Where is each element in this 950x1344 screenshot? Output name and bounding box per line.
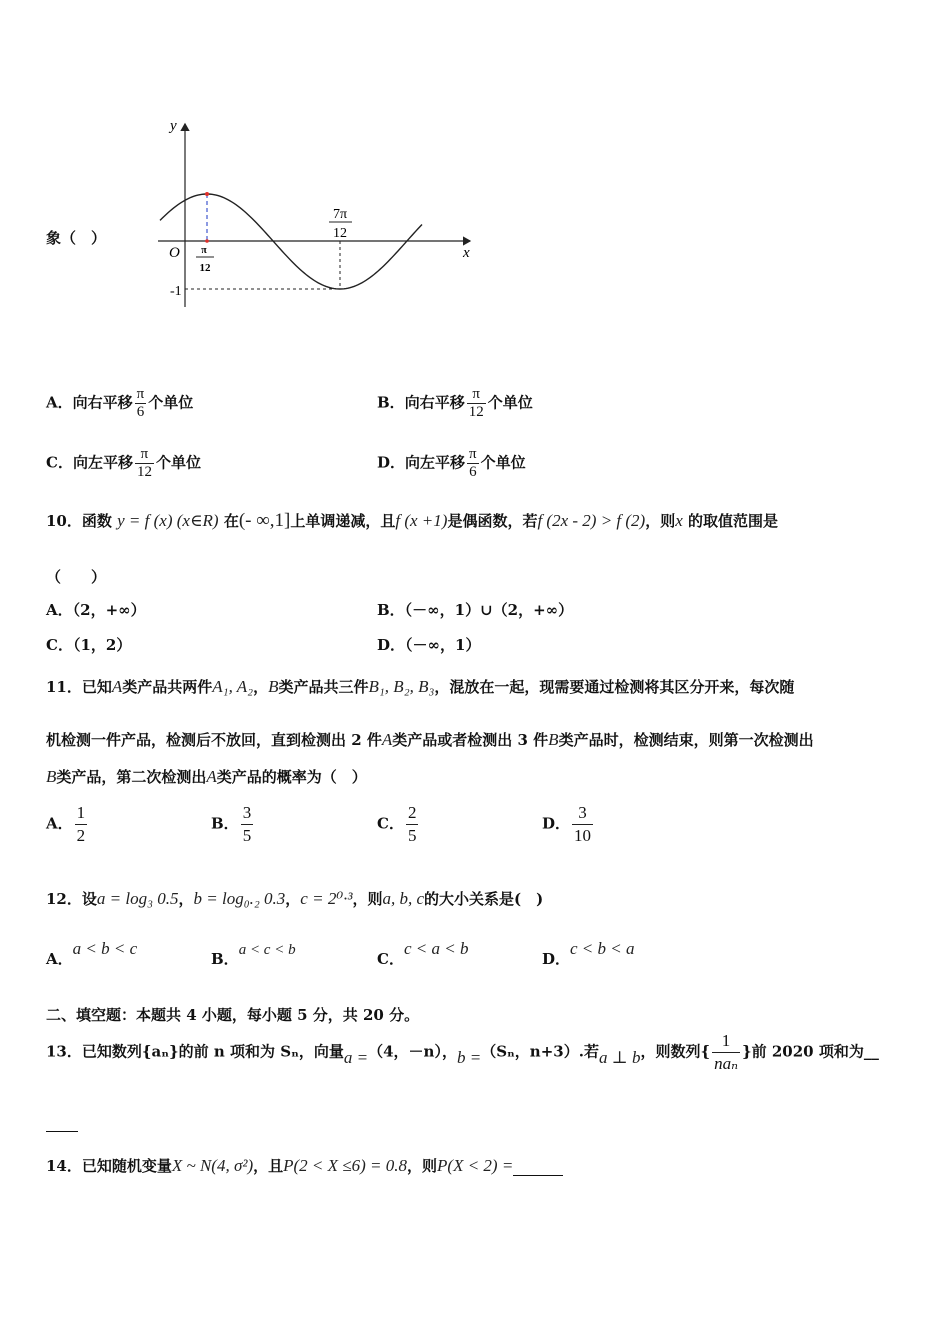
q11-l2-text-a: 机检测一件产品，检测后不放回，直到检测出 2 件 bbox=[46, 731, 382, 749]
q9-b-post: 个单位 bbox=[487, 393, 533, 412]
q12-b-value: a < c < b bbox=[238, 942, 296, 958]
q12-math-c: c = 2⁰·³ bbox=[300, 889, 353, 908]
q9-d-pre: 向左平移 bbox=[405, 453, 466, 472]
q11-number: 11． bbox=[46, 678, 82, 696]
q10-option-b[interactable]: B．（－∞，1）∪（2，+∞） bbox=[377, 601, 574, 619]
q10-option-d[interactable]: D．（－∞，1） bbox=[377, 636, 481, 654]
q13-frac-den: naₙ bbox=[714, 1054, 738, 1073]
q9-c-post: 个单位 bbox=[155, 453, 201, 472]
q10-option-c[interactable]: C．（1，2） bbox=[46, 636, 132, 654]
q9-a-label: A． bbox=[46, 393, 73, 412]
q11-d-den: 10 bbox=[574, 826, 592, 845]
q9-a-den: 6 bbox=[135, 403, 147, 421]
q13-text-5: }前 2020 项和为 bbox=[742, 1042, 864, 1061]
q9-c-num: π bbox=[140, 446, 149, 462]
q11-text-3: ， bbox=[253, 678, 269, 696]
sine-graph bbox=[150, 112, 490, 317]
q9-c-pre: 向左平移 bbox=[72, 453, 133, 472]
q11-option-d[interactable] bbox=[542, 802, 595, 847]
tick-pi-12-num: π bbox=[201, 245, 207, 256]
q12-a-value: a < b < c bbox=[72, 939, 138, 958]
q12-a-label: A． bbox=[46, 950, 73, 968]
q9-a-fraction bbox=[135, 386, 147, 421]
section-2-heading: 二、填空题：本题共 4 小题，每小题 5 分，共 20 分。 bbox=[46, 1006, 420, 1024]
q14-math-prob: P(2 < X ≤6) = 0.8 bbox=[283, 1156, 408, 1175]
q9-c-den: 12 bbox=[136, 464, 152, 480]
q13-stem bbox=[46, 1030, 879, 1075]
q10-math-interval: (- ∞,1] bbox=[238, 510, 291, 531]
q11-l2-math-A: A bbox=[381, 730, 393, 749]
q14-answer-blank[interactable] bbox=[513, 1159, 563, 1176]
q11-option-b[interactable] bbox=[211, 802, 255, 847]
q10-text-3: 上单调递减，且 bbox=[290, 512, 396, 530]
q12-text-3: ， bbox=[285, 890, 301, 908]
q9-b-fraction bbox=[467, 386, 486, 421]
q11-d-label: D． bbox=[542, 814, 571, 833]
q9-b-label: B． bbox=[377, 393, 405, 412]
q13-math-perp: a ⊥ b bbox=[598, 1047, 641, 1067]
tick-pi-12-den: 12 bbox=[199, 262, 211, 274]
q11-l3-math-B: B bbox=[46, 767, 57, 786]
q12-d-label: D． bbox=[542, 950, 571, 968]
peak-foot-point bbox=[205, 239, 209, 243]
q14-math-query: P(X < 2) = bbox=[437, 1156, 514, 1175]
peak-point bbox=[205, 192, 209, 196]
q11-d-fraction bbox=[572, 802, 593, 847]
q9-option-d[interactable] bbox=[377, 446, 526, 481]
q11-a-fraction bbox=[75, 802, 88, 847]
q9-d-num: π bbox=[469, 446, 477, 462]
q13-math-a: a = bbox=[343, 1047, 369, 1067]
q12-text-4: ，则 bbox=[352, 890, 383, 908]
q13-answer-blank[interactable] bbox=[46, 1131, 78, 1132]
q11-b-label: B． bbox=[211, 814, 239, 833]
q12-option-c[interactable] bbox=[377, 939, 469, 969]
q13-text-4: ，则数列{ bbox=[640, 1042, 711, 1061]
q13-text-3: （Sₙ，n+3）.若 bbox=[481, 1042, 599, 1061]
q10-math-inequality: f (2x - 2) > f (2) bbox=[537, 511, 646, 530]
q13-tail: __ bbox=[863, 1042, 879, 1061]
q14-text-1: 已知随机变量 bbox=[81, 1157, 172, 1175]
q9-option-a[interactable] bbox=[46, 386, 193, 421]
q11-b-num: 3 bbox=[242, 803, 252, 822]
q13-fraction bbox=[712, 1030, 740, 1075]
q12-option-a[interactable] bbox=[46, 939, 138, 969]
q10-text-5: ，则 bbox=[645, 512, 676, 530]
q11-math-A: A bbox=[111, 677, 123, 696]
q10-text-2: 在 bbox=[223, 512, 239, 530]
q14-stem bbox=[46, 1155, 563, 1176]
q12-math-b: b = log₀.₂ 0.3 bbox=[193, 889, 286, 908]
q9-c-fraction bbox=[135, 446, 154, 481]
tick-7pi-12-den: 12 bbox=[333, 226, 347, 241]
q11-c-fraction bbox=[406, 802, 419, 847]
q9-d-fraction bbox=[467, 446, 479, 481]
q10-math-x: x bbox=[675, 511, 683, 530]
q11-l3-text-a: 类产品，第二次检测出 bbox=[56, 768, 207, 786]
q10-math-shift: f (x +1) bbox=[395, 511, 448, 530]
origin-label: O bbox=[169, 245, 180, 261]
y-axis-label: y bbox=[170, 118, 177, 134]
q11-math-B: B bbox=[268, 677, 279, 696]
q10-text-1: 函数 bbox=[81, 512, 112, 530]
q11-math-A12: A₁, A₂ bbox=[212, 677, 254, 696]
q11-line-3 bbox=[46, 766, 367, 787]
q12-option-d[interactable] bbox=[542, 939, 635, 969]
q11-c-den: 5 bbox=[407, 826, 417, 845]
q13-text-2: （4，－n）， bbox=[368, 1042, 457, 1061]
tick-7pi-12-num: 7π bbox=[332, 207, 348, 222]
q10-text-6: 的取值范围是 bbox=[688, 512, 779, 530]
q11-option-a[interactable] bbox=[46, 802, 89, 847]
q14-text-3: ，则 bbox=[407, 1157, 438, 1175]
q11-a-label: A． bbox=[46, 814, 73, 833]
q9-a-post: 个单位 bbox=[148, 393, 194, 412]
q12-c-label: C． bbox=[377, 950, 404, 968]
q11-math-B123: B₁, B₂, B₃ bbox=[368, 677, 435, 696]
q14-text-2: ，且 bbox=[253, 1157, 284, 1175]
q12-c-value: c < a < b bbox=[403, 939, 469, 958]
q9-option-b[interactable] bbox=[377, 386, 533, 421]
q12-math-abc: a, b, c bbox=[382, 889, 425, 908]
q13-frac-num: 1 bbox=[721, 1031, 731, 1050]
q11-l3-math-A: A bbox=[206, 767, 217, 786]
q12-text-2: ， bbox=[178, 890, 194, 908]
q9-d-den: 6 bbox=[467, 463, 479, 481]
q11-l3-text-b: 类产品的概率为（ ） bbox=[216, 768, 367, 786]
q11-option-c[interactable] bbox=[377, 802, 420, 847]
q11-a-num: 1 bbox=[76, 803, 86, 822]
minus-one-label: -1 bbox=[170, 284, 182, 299]
q10-option-a[interactable]: A．（2，+∞） bbox=[46, 601, 146, 619]
q11-line-2 bbox=[46, 729, 814, 750]
q11-text-2: 类产品共两件 bbox=[122, 678, 213, 696]
q9-b-num: π bbox=[472, 386, 480, 402]
q9-option-c[interactable] bbox=[46, 446, 201, 481]
q11-l2-math-B: B bbox=[548, 730, 559, 749]
q14-math-dist: X ~ N(4, σ²) bbox=[171, 1156, 254, 1175]
q12-math-a: a = log₃ 0.5 bbox=[96, 889, 179, 908]
q12-stem bbox=[46, 888, 543, 909]
q11-b-den: 5 bbox=[242, 826, 252, 845]
q13-math-b: b = bbox=[456, 1047, 482, 1067]
q9-a-num: π bbox=[136, 386, 145, 402]
q9-c-label: C． bbox=[46, 453, 73, 472]
q9-d-post: 个单位 bbox=[480, 453, 526, 472]
q10-stem bbox=[46, 510, 778, 532]
q12-number: 12． bbox=[46, 890, 82, 908]
q10-number: 10． bbox=[46, 512, 82, 530]
q11-a-den: 2 bbox=[76, 826, 86, 845]
q10-paren: （ ） bbox=[46, 568, 107, 586]
q9-b-den: 12 bbox=[468, 404, 484, 420]
q11-c-num: 2 bbox=[407, 803, 417, 822]
q11-text-4: 类产品共三件 bbox=[278, 678, 369, 696]
q11-l2-text-b: 类产品或者检测出 3 件 bbox=[392, 731, 549, 749]
q9-a-pre: 向右平移 bbox=[72, 393, 133, 412]
q9-d-label: D． bbox=[377, 453, 406, 472]
q11-line-1 bbox=[46, 676, 794, 697]
q13-text-1: 已知数列{aₙ}的前 n 项和为 Sₙ，向量 bbox=[81, 1042, 344, 1061]
q11-b-fraction bbox=[241, 802, 254, 847]
q12-option-b[interactable] bbox=[211, 942, 296, 969]
q11-c-label: C． bbox=[377, 814, 404, 833]
q12-b-label: B． bbox=[211, 950, 239, 968]
q10-math-function: y = f (x) (x∈R) bbox=[117, 511, 219, 530]
q12-text-5: 的大小关系是( ) bbox=[424, 890, 544, 908]
q11-text-1: 已知 bbox=[81, 678, 112, 696]
q11-d-num: 3 bbox=[578, 803, 587, 822]
q11-text-5: ，混放在一起，现需要通过检测将其区分开来，每次随 bbox=[434, 678, 795, 696]
q10-text-4: 是偶函数，若 bbox=[447, 512, 538, 530]
graph-prefix: 象（ ） bbox=[46, 229, 107, 247]
x-axis-label: x bbox=[463, 245, 470, 261]
q12-text-1: 设 bbox=[81, 890, 97, 908]
q14-number: 14． bbox=[46, 1157, 82, 1175]
q13-number: 13． bbox=[46, 1042, 82, 1061]
q12-d-value: c < b < a bbox=[570, 939, 635, 958]
q9-b-pre: 向右平移 bbox=[404, 393, 465, 412]
q11-l2-text-c: 类产品时，检测结束，则第一次检测出 bbox=[558, 731, 814, 749]
